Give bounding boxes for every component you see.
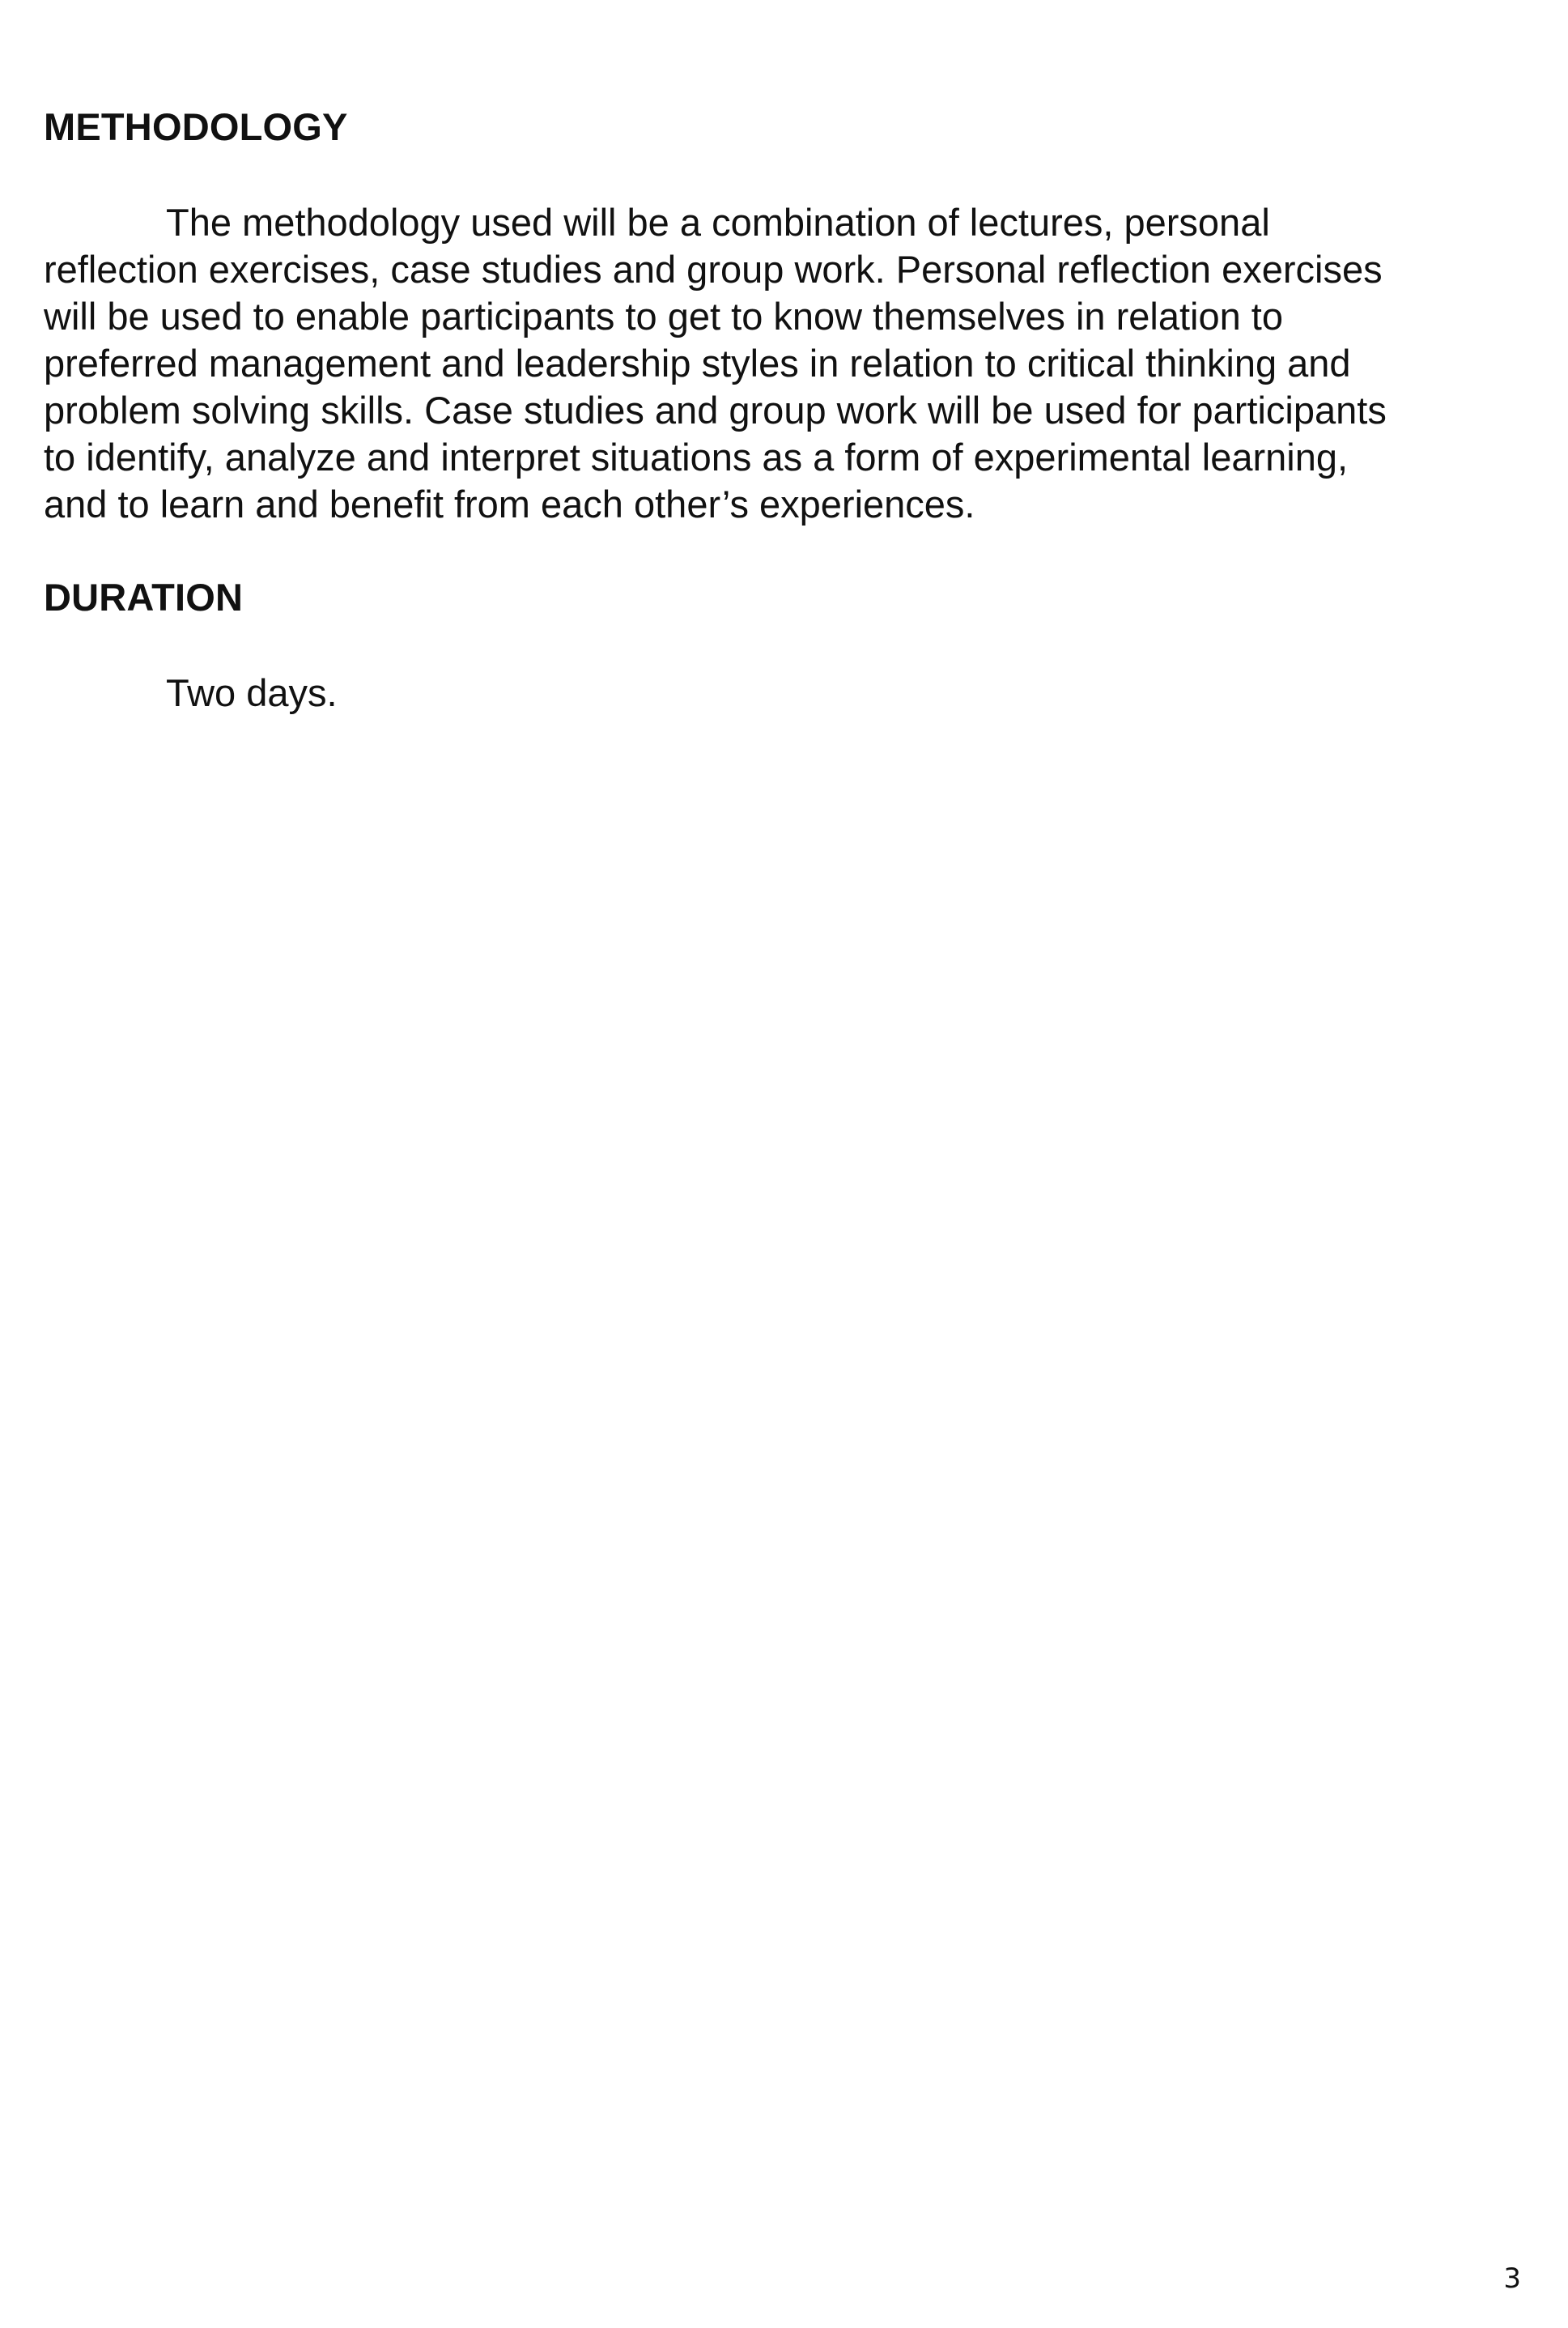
duration-heading: DURATION bbox=[44, 576, 244, 619]
methodology-heading: METHODOLOGY bbox=[44, 105, 348, 148]
methodology-line: problem solving skills. Case studies and group work will be used for participants bbox=[44, 389, 1387, 432]
methodology-line: will be used to enable participants to get to know themselves in relation to bbox=[44, 295, 1283, 338]
duration-text: Two days. bbox=[166, 671, 338, 714]
methodology-line: The methodology used will be a combination of lectures, personal bbox=[166, 201, 1270, 244]
methodology-line: and to learn and benefit from each other’s experiences. bbox=[44, 483, 975, 526]
page-number: 3 bbox=[1503, 2262, 1521, 2295]
methodology-line: preferred management and leadership styles in relation to critical thinking and bbox=[44, 342, 1351, 385]
methodology-line: reflection exercises, case studies and group work. Personal reflection exercises bbox=[44, 248, 1383, 291]
methodology-line: to identify, analyze and interpret situations as a form of experimental learning, bbox=[44, 436, 1349, 479]
